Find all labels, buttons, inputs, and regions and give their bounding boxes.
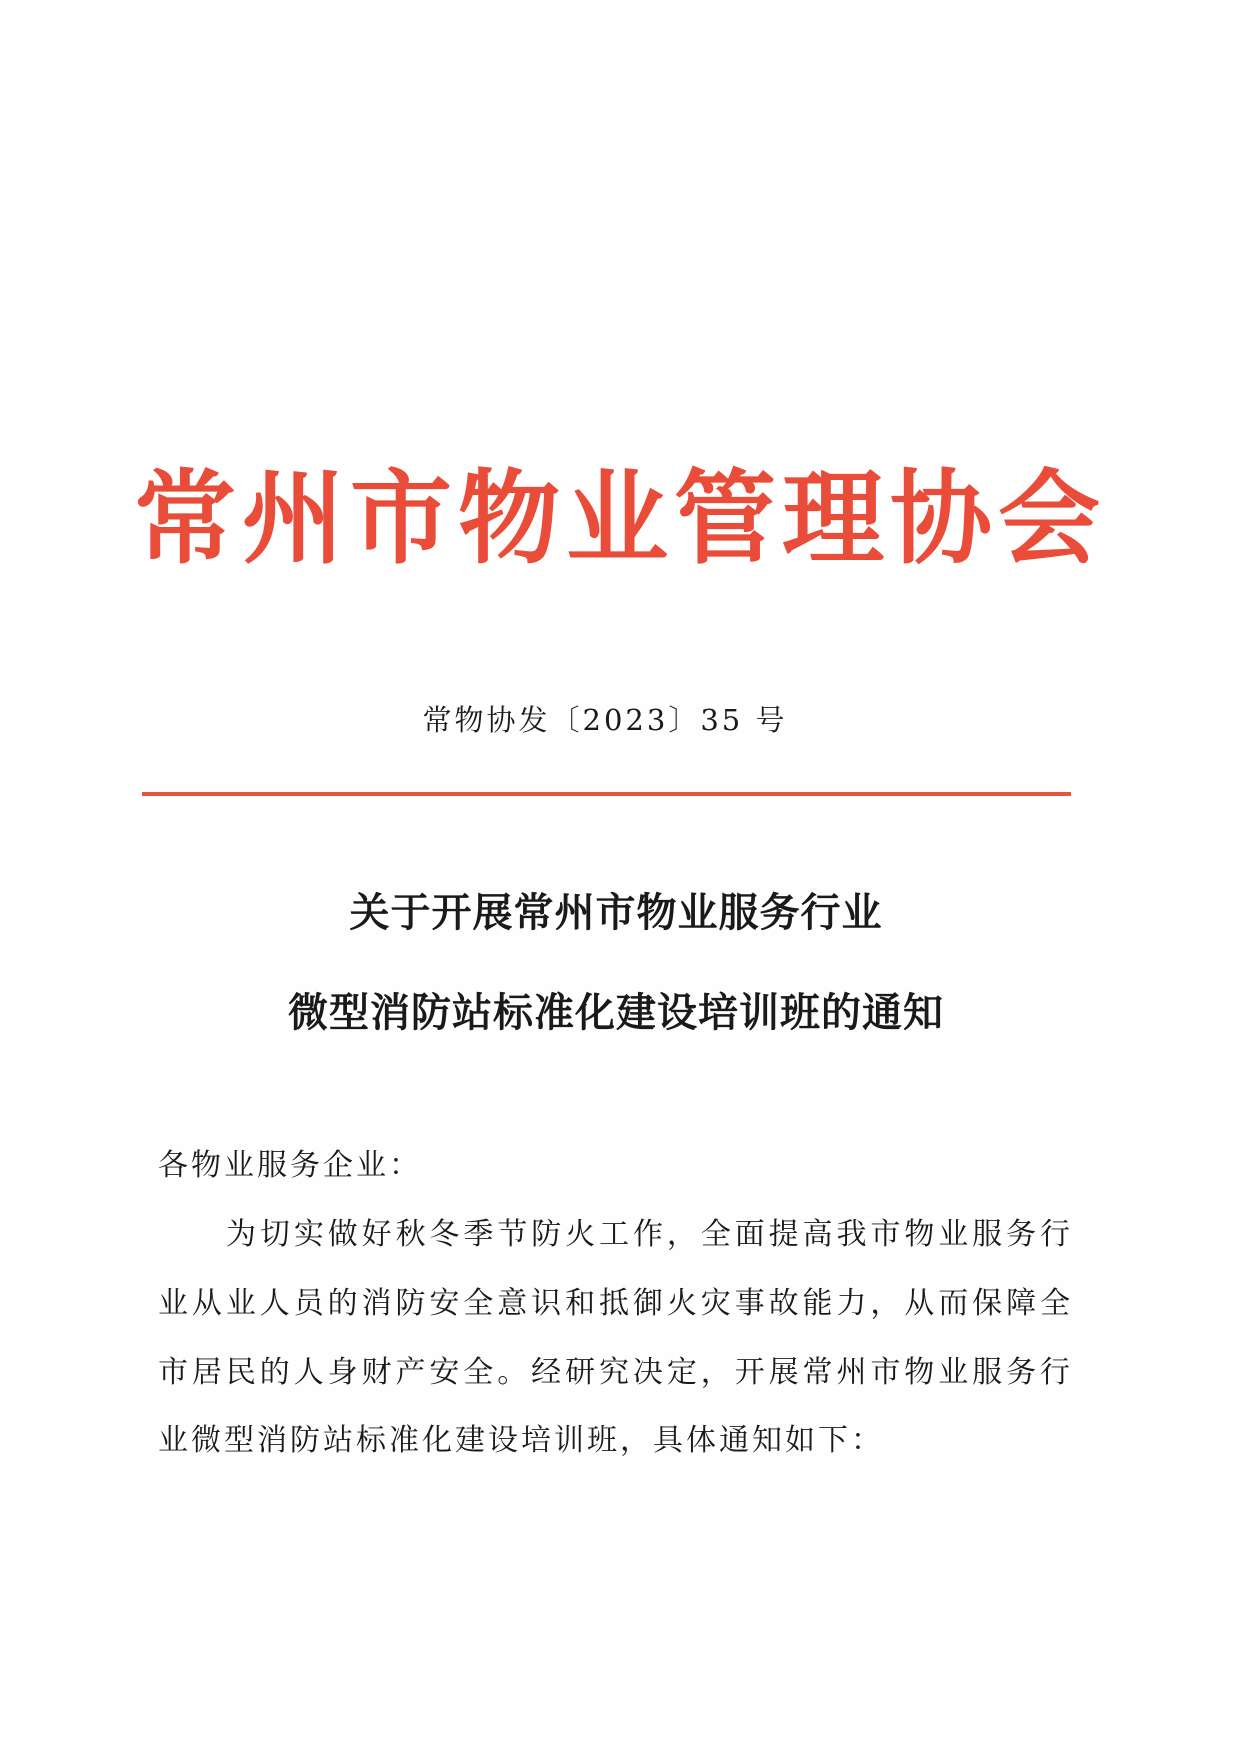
paragraph-line-3: 市居民的人身财产安全。经研究决定，开展常州市物业服务行	[158, 1355, 1070, 1390]
paragraph-line-1: 为切实做好秋冬季节防火工作，全面提高我市物业服务行	[226, 1217, 1070, 1252]
issuer-name: 常州市物业管理协会	[134, 459, 1106, 579]
title-line-2: 微型消防站标准化建设培训班的通知	[288, 990, 944, 1036]
title-line-1: 关于开展常州市物业服务行业	[349, 890, 883, 936]
document-number: 常物协发〔2023〕35 号	[422, 703, 788, 737]
red-divider	[142, 792, 1071, 796]
paragraph-line-2: 业从业人员的消防安全意识和抵御火灾事故能力，从而保障全	[158, 1286, 1070, 1321]
salutation: 各物业服务企业：	[158, 1148, 422, 1183]
paragraph-line-4: 业微型消防站标准化建设培训班，具体通知如下：	[158, 1423, 884, 1458]
